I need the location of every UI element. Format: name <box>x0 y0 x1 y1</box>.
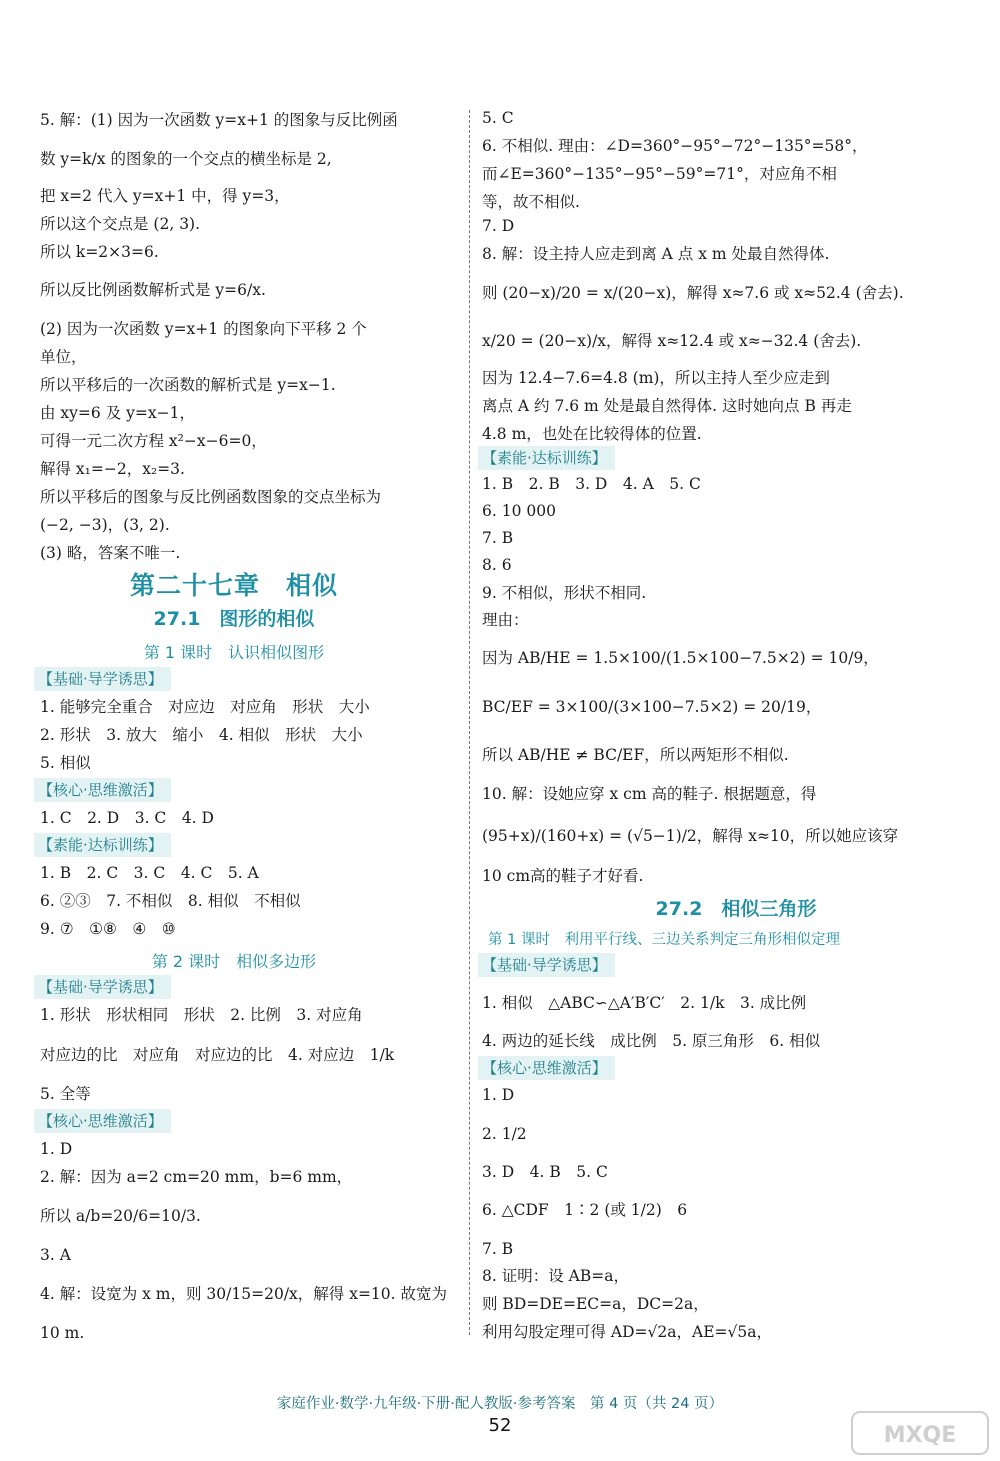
page-footer: 家庭作业·数学·九年级·下册·配人教版·参考答案 第 4 页（共 24 页） <box>276 1396 724 1412</box>
answer-line: 6. ②③ 7. 不相似 8. 相似 不相似 <box>40 892 301 910</box>
answer-line: 4. 两边的延长线 成比例 5. 原三角形 6. 相似 <box>482 1032 821 1050</box>
section-title: 27.2 相似三角形 <box>655 898 817 920</box>
answer-line: 所以 a/b=20/6=10/3. <box>40 1207 201 1225</box>
answer-line: 由 xy=6 及 y=x−1， <box>40 404 195 422</box>
answer-line: 4.8 m，也处在比较得体的位置. <box>482 425 702 443</box>
answer-line: 8. 解：设主持人应走到离 A 点 x m 处最自然得体. <box>482 245 830 263</box>
answer-line: 10 cm高的鞋子才好看. <box>482 867 644 885</box>
answer-line: 10 m. <box>40 1324 85 1342</box>
answer-line: 可得一元二次方程 x²−x−6=0， <box>40 432 267 450</box>
answer-line: 离点 A 约 7.6 m 处是最自然得体. 这时她向点 B 再走 <box>482 397 852 415</box>
answer-line: 1. 相似 △ABC∽△A′B′C′ 2. 1/k 3. 成比例 <box>482 994 807 1012</box>
answer-line: 5. C <box>482 109 514 127</box>
answer-line: 2. 1/2 <box>482 1125 527 1143</box>
answer-line: 5. 相似 <box>40 754 91 772</box>
answer-line: (−2, −3)，(3, 2). <box>40 516 170 534</box>
lesson-title: 第 2 课时 相似多边形 <box>151 952 317 971</box>
answer-line: 7. D <box>482 217 515 235</box>
answer-line: 2. 解：因为 a=2 cm=20 mm，b=6 mm， <box>40 1168 353 1186</box>
watermark-logo <box>850 1408 990 1458</box>
answer-line: 3. D 4. B 5. C <box>482 1163 608 1181</box>
answer-line: 6. △CDF 1∶2 (或 1/2) 6 <box>482 1201 688 1219</box>
answer-line: (3) 略，答案不唯一. <box>40 544 181 562</box>
answer-line: 对应边的比 对应角 对应边的比 4. 对应边 1/k <box>40 1046 395 1064</box>
answer-line: 8. 6 <box>482 556 512 574</box>
answer-line: 5. 解：(1) 因为一次函数 y=x+1 的图象与反比例函 <box>40 111 398 129</box>
chapter-title: 第二十七章 相似 <box>129 571 338 600</box>
answer-line: 数 y=k/x 的图象的一个交点的横坐标是 2, <box>40 150 332 168</box>
answer-line: 1. B 2. B 3. D 4. A 5. C <box>482 475 701 493</box>
answer-line: 1. D <box>40 1140 73 1158</box>
answer-line: 1. C 2. D 3. C 4. D <box>40 809 214 827</box>
answer-line: 解得 x₁=−2，x₂=3. <box>40 460 185 478</box>
section-title: 27.1 图形的相似 <box>153 608 315 630</box>
answer-line: 1. 能够完全重合 对应边 对应角 形状 大小 <box>40 698 370 716</box>
answer-line: 所以这个交点是 (2, 3). <box>40 215 201 233</box>
answer-line: BC/EF = 3×100/(3×100−7.5×2) = 20/19， <box>482 698 822 716</box>
section-tag: 【素能·达标训练】 <box>34 833 171 857</box>
answer-line: 1. 形状 形状相同 形状 2. 比例 3. 对应角 <box>40 1006 363 1024</box>
answer-line: 所以平移后的图象与反比例函数图象的交点坐标为 <box>40 488 382 506</box>
answer-line: 等，故不相似. <box>482 193 580 211</box>
answer-line: 利用勾股定理可得 AD=√2a，AE=√5a， <box>482 1323 772 1341</box>
answer-line: 3. A <box>40 1246 71 1264</box>
answer-line: 6. 10 000 <box>482 502 556 520</box>
svg-text:MXQE: MXQE <box>883 1423 957 1448</box>
section-tag: 【素能·达标训练】 <box>478 446 615 470</box>
answer-line: 2. 形状 3. 放大 缩小 4. 相似 形状 大小 <box>40 726 363 744</box>
answer-line: 单位， <box>40 348 87 366</box>
answer-line: 9. 不相似，形状不相同. <box>482 584 647 602</box>
section-tag: 【核心·思维激活】 <box>34 778 171 802</box>
answer-line: 10. 解：设她应穿 x cm 高的鞋子. 根据题意，得 <box>482 785 817 803</box>
column-divider <box>469 110 470 1335</box>
answer-line: (2) 因为一次函数 y=x+1 的图象向下平移 2 个 <box>40 320 367 338</box>
answer-line: 1. D <box>482 1086 515 1104</box>
answer-line: 1. B 2. C 3. C 4. C 5. A <box>40 864 259 882</box>
answer-line: 因为 AB/HE = 1.5×100/(1.5×100−7.5×2) = 10/9， <box>482 649 879 667</box>
answer-line: 所以反比例函数解析式是 y=6/x. <box>40 281 266 299</box>
answer-line: 所以 AB/HE ≠ BC/EF，所以两矩形不相似. <box>482 746 789 764</box>
answer-line: 9. ⑦ ①⑧ ④ ⑩ <box>40 920 176 938</box>
answer-line: 所以平移后的一次函数的解析式是 y=x−1. <box>40 376 336 394</box>
section-tag: 【基础·导学诱思】 <box>34 975 171 999</box>
answer-line: 5. 全等 <box>40 1085 91 1103</box>
page-number: 52 <box>488 1415 512 1436</box>
answer-line: x/20 = (20−x)/x，解得 x≈12.4 或 x≈−32.4 (舍去). <box>482 332 862 350</box>
answer-line: 7. B <box>482 1240 514 1258</box>
section-tag: 【基础·导学诱思】 <box>478 953 615 977</box>
answer-line: 7. B <box>482 529 514 547</box>
answer-line: 所以 k=2×3=6. <box>40 243 159 261</box>
answer-line: 因为 12.4−7.6=4.8 (m)，所以主持人至少应走到 <box>482 369 830 387</box>
lesson-title: 第 1 课时 认识相似图形 <box>143 643 325 662</box>
answer-line: 则 BD=DE=EC=a，DC=2a， <box>482 1295 709 1313</box>
answer-line: (95+x)/(160+x) = (√5−1)/2，解得 x≈10，所以她应该穿 <box>482 827 899 845</box>
lesson-title: 第 1 课时 利用平行线、三边关系判定三角形相似定理 <box>488 932 840 948</box>
section-tag: 【基础·导学诱思】 <box>34 667 171 691</box>
answer-line: 把 x=2 代入 y=x+1 中，得 y=3， <box>40 187 290 205</box>
answer-line: 8. 证明：设 AB=a， <box>482 1267 629 1285</box>
answer-line: 6. 不相似. 理由：∠D=360°−95°−72°−135°=58°， <box>482 137 868 155</box>
answer-line: 理由： <box>482 611 529 629</box>
answer-line: 而∠E=360°−135°−95°−59°=71°，对应角不相 <box>482 165 837 183</box>
answer-line: 4. 解：设宽为 x m，则 30/15=20/x，解得 x=10. 故宽为 <box>40 1285 448 1303</box>
section-tag: 【核心·思维激活】 <box>34 1109 171 1133</box>
section-tag: 【核心·思维激活】 <box>478 1056 615 1080</box>
answer-line: 则 (20−x)/20 = x/(20−x)，解得 x≈7.6 或 x≈52.4 (舍去). <box>482 284 904 302</box>
